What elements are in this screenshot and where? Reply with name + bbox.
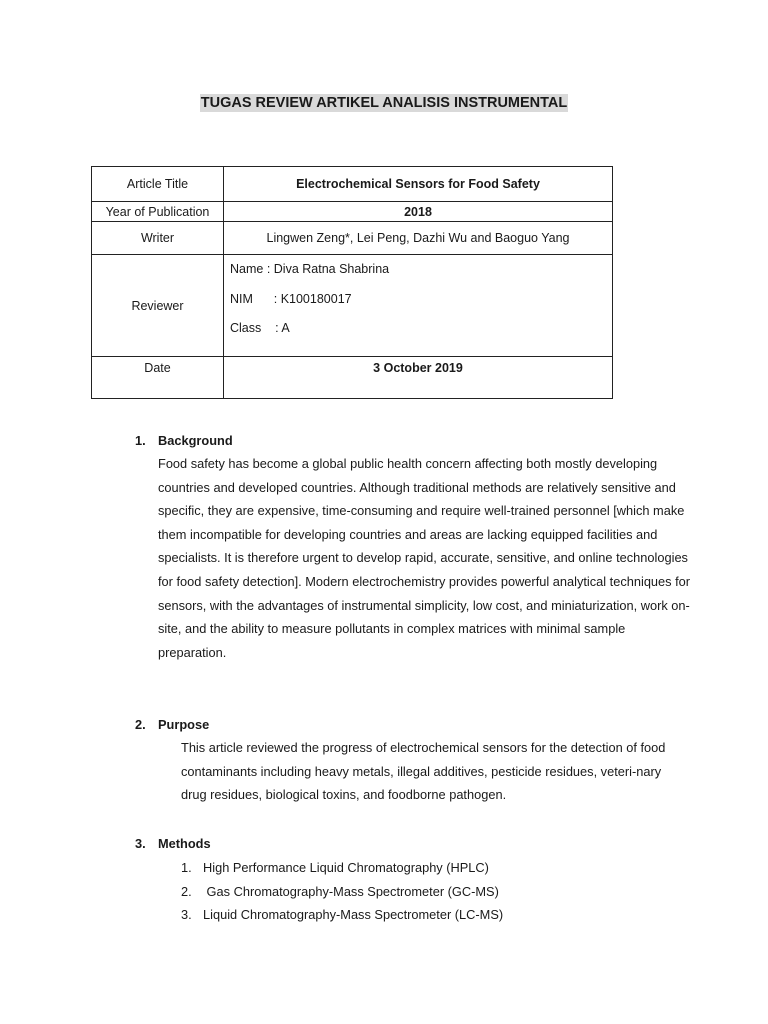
table-row [92,202,613,222]
list-item-number: 1. [181,860,192,875]
document-title [0,95,768,111]
date-label: Date [92,357,224,399]
list-item [181,883,695,907]
date-value: 3 October 2019 [224,357,613,399]
section-number: 2. [135,717,146,732]
list-item-text: Gas Chromatography-Mass Spectrometer (GC-MS) [203,883,499,899]
article-title-value: Electrochemical Sensors for Food Safety [224,167,613,202]
year-label: Year of Publication [92,202,224,222]
list-item-text: High Performance Liquid Chromatography (HPLC) [203,860,489,875]
methods-heading [135,835,695,859]
list-item-text: Liquid Chromatography-Mass Spectrometer (LC-MS) [203,907,504,922]
table-row [92,167,613,202]
list-item-number: 2. [181,883,192,899]
writer-label: Writer [92,222,224,255]
reviewer-nim: NIM : K100180017 [230,291,352,306]
year-value: 2018 [224,202,613,222]
section-heading-text: Background [158,433,233,448]
reviewer-label: Reviewer [92,255,224,357]
article-info-table [91,166,613,399]
reviewer-details [224,255,613,357]
background-text: Food safety has become a global public health concern affecting both mostly developing countries and developed countries. Although traditional methods are relatively sensitive and specific, they are expensive, time-consuming and require well-trained personnel [which make them incompatible for developing countries and areas are lacking equipped facilities and specialists. It is therefore urgent to develop rapid, accurate, sensitive, and online technologies for food safety detection]. Modern electrochemistry provides powerful analytical techniques for sensors, with the advantages of instrumental simplicity, low cost, and miniaturization, work on-site, and the ability to measure pollutants in complex matrices with minimal sample preparation. [158,456,691,660]
methods-list [181,859,695,930]
section-heading-text: Purpose [158,717,210,732]
section-heading-text: Methods [158,836,211,851]
background-section [135,432,695,664]
purpose-text: This article reviewed the progress of electrochemical sensors for the detection of food contaminants including heavy metals, illegal additives, pesticide residues, veteri-nary drug residues, biological toxins, and foodborne pathogen. [181,740,666,803]
list-item [181,859,695,883]
section-number: 3. [135,836,146,851]
table-row [92,222,613,255]
purpose-section [135,716,695,807]
reviewer-class: Class : A [230,321,290,335]
section-number: 1. [135,433,146,448]
table-row [92,357,613,399]
table-row [92,255,613,357]
list-item-number: 3. [181,907,192,922]
list-item [181,906,695,930]
document-title-text: TUGAS REVIEW ARTIKEL ANALISIS INSTRUMENTAL [200,95,568,111]
article-title-label: Article Title [92,167,224,202]
writer-value: Lingwen Zeng*, Lei Peng, Dazhi Wu and Baoguo Yang [224,222,613,255]
methods-section [135,835,695,930]
reviewer-name: Name : Diva Ratna Shabrina [230,262,390,276]
